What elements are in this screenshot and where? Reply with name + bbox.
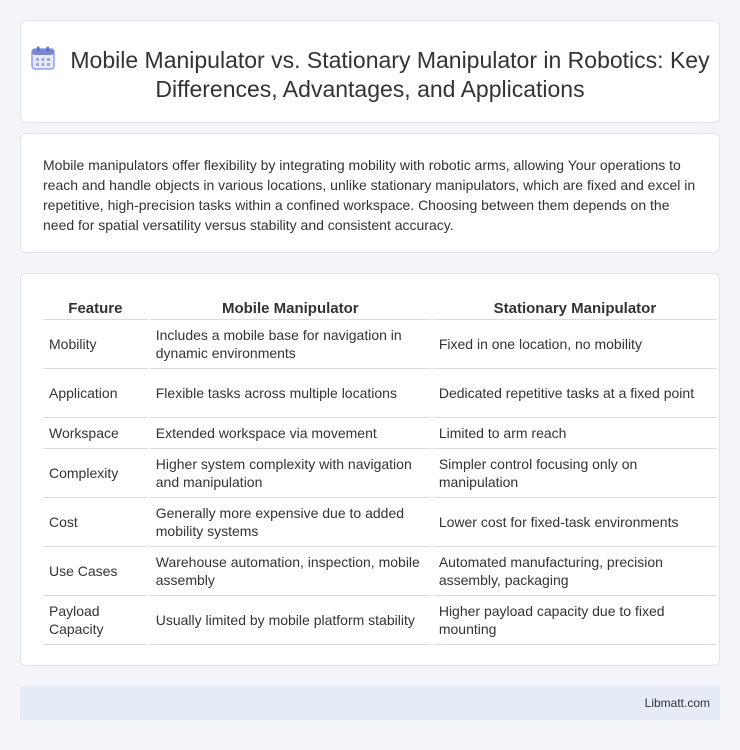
calendar-icon bbox=[30, 46, 56, 70]
row-stationary: Fixed in one location, no mobility bbox=[433, 320, 717, 369]
comparison-table-card bbox=[20, 273, 720, 666]
table-row bbox=[43, 369, 717, 418]
row-mobile: Usually limited by mobile platform stability bbox=[150, 596, 431, 645]
row-stationary: Simpler control focusing only on manipulation bbox=[433, 449, 717, 498]
header-stationary-manipulator: Stationary Manipulator bbox=[433, 296, 717, 320]
row-feature: Payload Capacity bbox=[43, 596, 148, 645]
table-row bbox=[43, 547, 717, 596]
table-header-row bbox=[43, 296, 717, 320]
page-title bbox=[21, 46, 719, 104]
row-mobile: Flexible tasks across multiple locations bbox=[150, 369, 431, 418]
row-mobile: Higher system complexity with navigation and manipulation bbox=[150, 449, 431, 498]
row-feature: Application bbox=[43, 369, 148, 418]
row-feature: Complexity bbox=[43, 449, 148, 498]
summary-text: Mobile manipulators offer flexibility by integrating mobility with robotic arms, allowing Your operations to reach and handle objects in various locations, unlike stationary manipulators, which are fixed and excel in repetitive, high-precision tasks within a confined workspace. Choosing between them depends on the need for spatial versatility versus stability and consistent accuracy. bbox=[43, 157, 696, 233]
row-feature: Cost bbox=[43, 498, 148, 547]
summary-card bbox=[20, 133, 720, 253]
footer bbox=[20, 686, 720, 720]
footer-site-link[interactable]: Libmatt.com bbox=[644, 696, 710, 710]
header-feature: Feature bbox=[43, 296, 148, 320]
row-mobile: Generally more expensive due to added mobility systems bbox=[150, 498, 431, 547]
row-stationary: Automated manufacturing, precision assembly, packaging bbox=[433, 547, 717, 596]
row-stationary: Lower cost for fixed-task environments bbox=[433, 498, 717, 547]
row-stationary: Dedicated repetitive tasks at a fixed point bbox=[433, 369, 717, 418]
row-stationary: Limited to arm reach bbox=[433, 418, 717, 449]
table-row bbox=[43, 418, 717, 449]
row-stationary: Higher payload capacity due to fixed mounting bbox=[433, 596, 717, 645]
page-title-text: Mobile Manipulator vs. Stationary Manipulator in Robotics: Key Differences, Advantages, and Applications bbox=[70, 47, 710, 102]
row-mobile: Includes a mobile base for navigation in dynamic environments bbox=[150, 320, 431, 369]
table-row bbox=[43, 596, 717, 645]
row-feature: Use Cases bbox=[43, 547, 148, 596]
table-row bbox=[43, 320, 717, 369]
comparison-table bbox=[41, 296, 719, 645]
row-mobile: Warehouse automation, inspection, mobile assembly bbox=[150, 547, 431, 596]
row-mobile: Extended workspace via movement bbox=[150, 418, 431, 449]
table-row bbox=[43, 498, 717, 547]
table-row bbox=[43, 449, 717, 498]
row-feature: Mobility bbox=[43, 320, 148, 369]
header-mobile-manipulator: Mobile Manipulator bbox=[150, 296, 431, 320]
row-feature: Workspace bbox=[43, 418, 148, 449]
title-card bbox=[20, 20, 720, 123]
